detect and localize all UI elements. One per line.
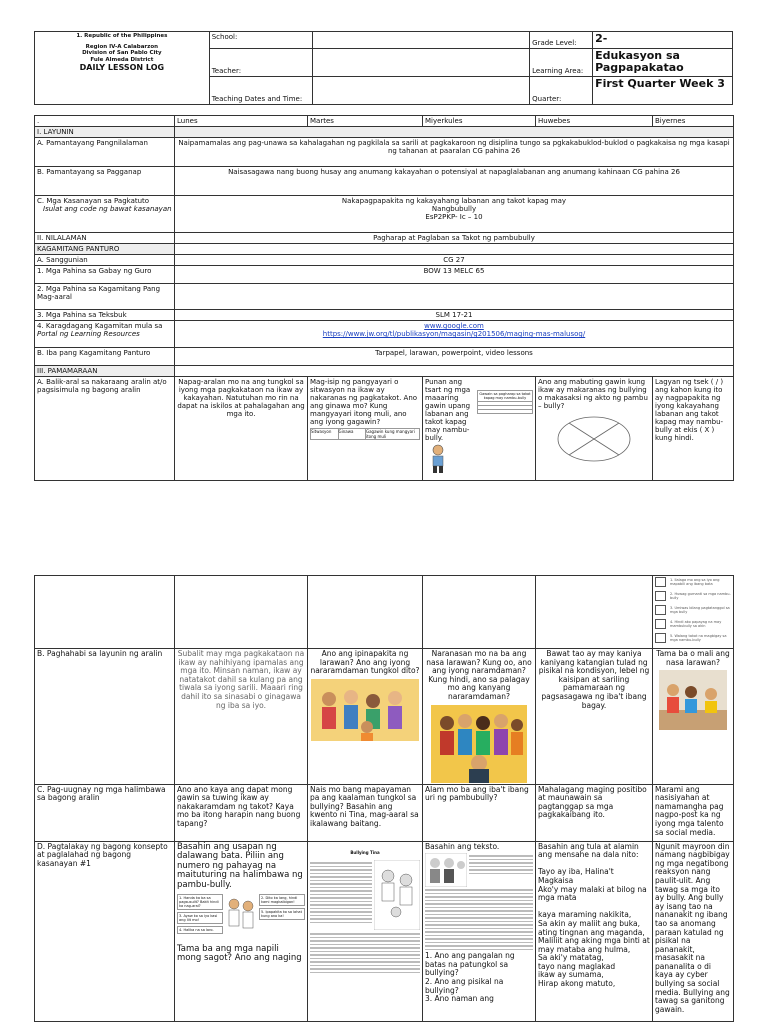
paghahabi-lunes: Subalit may mga pagkakataon na ikaw ay nahihiyang ipamalas ang mga ito. Minsan naman, ikaw ay natatakot dahil sa kulang pa ang tiwala sa iyong sarili. Maaari ring dahil ito sa sinasabi o ginagawa ng iba sa iyo.: [175, 649, 308, 785]
district-text: Fule Almeda District: [90, 56, 154, 63]
teacher-label: Teacher:: [209, 49, 312, 77]
label-pamantayang-pangnilalaman: A. Pamantayang Pangnilalaman: [35, 138, 175, 167]
paguugnay-huwebes: Mahalagang maging positibo at maunawain sa pagtanggap sa mga pagkakaibang ito.: [536, 784, 653, 841]
pagtalakay-huwebes: Basahin ang tula at alamin ang mensahe na dala nito: Tayo ay iba, Halina't Magkaisa Ako'y may malaki at bilog na mga mata kaya maraming nakikita, Sa akin ay maliit ang buka, ating tingnan ang maganda, Maliliit ang aking mga binti at may mataba ang hulma, Sa aki'y matatag, tayo nang maglakad ikaw ay sumama, Hirap akong matuto,: [536, 841, 653, 1021]
area-value: Edukasyon sa Pagpapakatao: [593, 49, 733, 77]
paguugnay-miyerkules: Alam mo ba ang iba't ibang uri ng pambubully?: [423, 784, 536, 841]
label-paguugnay: C. Pag-uugnay ng mga halimbawa sa bagong aralin: [35, 784, 175, 841]
pagtalakay-lunes: [175, 841, 308, 1021]
situation-col-2: Ginawa: [339, 429, 367, 439]
day-lunes: Lunes: [175, 116, 308, 127]
label-pamantayan-pagganap: B. Pamantayang sa Pagganap: [35, 167, 175, 196]
paguugnay-martes: Nais mo bang mapayaman pa ang kaalaman tungkol sa bullying? Basahin ang kwento ni Tina, mag-aaral sa ikalawang baitang.: [308, 784, 423, 841]
text-pamantayang-pangnilalaman: Naipamamalas ang pag-unawa sa kahalagahan ng pagkilala sa sarili at pagkakaroon ng disiplina tungo sa pgkakabuklod-buklod o pagkakaisa ng mga kasapi ng tahanan at paaralan CG pahina 26: [175, 138, 734, 167]
lesson-table-top: [34, 115, 734, 481]
dialogue-illustration: [177, 894, 305, 942]
label-gabay: 1. Mga Pahina sa Gabay ng Guro: [35, 266, 175, 284]
bubble-2: 2. Dito ka lang, hindi kami magkaibigan!: [259, 894, 305, 906]
checklist-text-2: 2. Huwag gumanti sa mga nambu-bully: [670, 592, 731, 600]
days-row: [35, 116, 734, 127]
children-group-image: [311, 679, 419, 741]
quarter-value: First Quarter Week 3: [593, 77, 733, 105]
child-figure-icon: [428, 444, 448, 474]
label-teksbuk: 3. Mga Pahina sa Teksbuk: [35, 310, 175, 321]
paghahabi-biyernes-text: Tama ba o mali ang nasa larawan?: [656, 649, 730, 667]
chart-caption: Gawain sa pagharap sa takot kapag may nambu-bully: [477, 390, 533, 402]
dates-field[interactable]: [312, 77, 530, 105]
label-kagamitang-pang: 2. Mga Pahina sa Kagamitang Pang Mag-aaral: [35, 284, 175, 310]
text-pamantayan-pagganap: Naisasagawa nang buong husay ang anumang kakayahan o potensiyal at napaglalabanan ang anumang kahinaan CG pahina 26: [175, 167, 734, 196]
continued-label: [35, 576, 175, 649]
text-nilalaman: Pagharap at Paglaban sa Takot ng pambubully: [175, 233, 734, 244]
story-text-lines-bottom: [310, 933, 420, 973]
header-table: [34, 31, 733, 105]
paghahabi-martes-text: Ano ang ipinapakita ng larawan? Ano ang iyong nararamdaman tungkol dito?: [310, 649, 420, 676]
teacher-field[interactable]: [312, 49, 530, 77]
text-kasanayan: [175, 196, 734, 233]
text-sanggunian: CG 27: [175, 255, 734, 266]
checklist-text-1: 1. Ilalaga mo ang sa iyo ang mapabili ang ibang bata: [670, 578, 720, 586]
day-miyerkules: Miyerkules: [423, 116, 536, 127]
text-kagamitang-pang: [175, 284, 734, 310]
label-sanggunian: A. Sanggunian: [35, 255, 175, 266]
balik-aral-biyernes: Lagyan ng tsek ( / ) ang kahon kung ito ay nagpapakita ng iyong kakayahang labanan ang takot kapag may nambu-bully at ekis ( X ) kung hindi.: [653, 377, 734, 481]
checklist-item-2[interactable]: [655, 591, 731, 601]
pagtalakay-miyerkules-bottom: 1. Ano ang pangalan ng batas na patungkol sa bullying? 2. Ano ang pisikal na bullying? 3. Ano naman ang: [425, 951, 515, 1004]
paghahabi-miyerkules: [423, 649, 536, 785]
region-block: [35, 32, 210, 105]
top-dot: .: [35, 116, 175, 127]
balik-aral-miyerkules-text: Punan ang tsart ng mga maaaring gawin upang labanan ang takot kapag may nambu-bully.: [425, 378, 471, 442]
bullying-scene-image: [431, 705, 527, 783]
situation-table: [310, 428, 420, 440]
kasanayan-line2: Nangbubully: [431, 205, 477, 213]
paghahabi-martes: [308, 649, 423, 785]
label-pagtalakay: D. Pagtalakay ng bagong konsepto at paglalahad ng bagong kasanayan #1: [35, 841, 175, 1021]
text-block: [425, 853, 533, 887]
link-jw[interactable]: https://www.jw.org/tl/publikasyon/magasin/g201506/maging-mas-malusog/: [322, 330, 586, 338]
pagtalakay-martes: [308, 841, 423, 1021]
kids-sketch-icon: [425, 853, 467, 887]
checklist-text-5: 5. Walang takot na magbigay sa mga nambu-bully: [670, 634, 727, 642]
label-nilalaman: II. NILALAMAN: [35, 233, 175, 244]
region-text: Region IV-A Calabarzon: [85, 43, 159, 50]
paghahabi-biyernes: [653, 649, 734, 785]
section-layunin: I. LAYUNIN: [35, 127, 175, 138]
day-biyernes: Biyernes: [653, 116, 734, 127]
school-field[interactable]: [312, 32, 530, 49]
dates-label: Teaching Dates and Time:: [209, 77, 312, 105]
school-label: School:: [209, 32, 312, 49]
paguugnay-biyernes: Marami ang nasisiyahan at namamangha pag nagpo-post ka ng iyong mga talento sa social media.: [653, 784, 734, 841]
situation-col-1: Sitwasyon: [311, 429, 339, 439]
karagdagang-text: 4. Karagdagang Kagamitan mula sa: [37, 322, 163, 330]
section-pamamaraan: III. PAMAMARAAN: [35, 366, 175, 377]
situation-col-3: Gagawin kung mangyari itong muli: [366, 429, 415, 439]
checklist-item-4[interactable]: [655, 619, 731, 629]
grade-label: Grade Level:: [530, 32, 593, 49]
section-kagamitan: KAGAMITANG PANTURO: [35, 244, 175, 255]
text-lines-miy: [425, 889, 533, 950]
paghahabi-miyerkules-text: Naranasan mo na ba ang nasa larawan? Kung oo, ano ang iyong naramdaman? Kung hindi, ano sa palagay mo ang kanyang nararamdaman?: [426, 649, 532, 701]
day-martes: Martes: [308, 116, 423, 127]
text-teksbuk: SLM 17-21: [175, 310, 734, 321]
section-layunin-fill: [175, 127, 734, 138]
continued-lunes: [175, 576, 308, 649]
area-label: Learning Area:: [530, 49, 593, 77]
pagtalakay-lunes-bottom: Tama ba ang mga napili mong sagot? Ano ang naging: [177, 943, 302, 964]
story-illustration: [374, 860, 420, 930]
balik-aral-martes: [308, 377, 423, 481]
two-kids-icon: [226, 894, 256, 942]
story-page: [310, 860, 420, 930]
link-google[interactable]: www.google.com: [424, 322, 484, 330]
pagtalakay-miyerkules: [423, 841, 536, 1021]
paghahabi-huwebes: Bawat tao ay may kaniya kaniyang katangian tulad ng pisikal na kondisyon, lebel ng kaisipan at sariling pamamaraan ng pagsasagawa ng iba't ibang bagay.: [536, 649, 653, 785]
continued-huwebes: [536, 576, 653, 649]
kasanayan-line1: Nakapagpapakita ng kakayahang labanan ang takot kapag may: [341, 197, 567, 205]
links-cell: [175, 321, 734, 348]
checklist-text-4: 4. Hindi ako papayag na may mambubully sa akin: [670, 620, 722, 628]
chart-diagram: [477, 390, 533, 442]
paguugnay-lunes: Ano ano kaya ang dapat mong gawin sa tuwing ikaw ay nakakaramdam ng takot? Kaya mo ba itong harapin nang buong tapang?: [175, 784, 308, 841]
checklist-item-1[interactable]: [655, 577, 731, 587]
story-title: Bullying Tina: [350, 849, 380, 855]
kasanayan-title: C. Mga Kasanayan sa Pagkatuto: [37, 197, 150, 205]
karagdagang-italic: Portal ng Learning Resources: [37, 330, 140, 338]
label-kasanayan: [35, 196, 175, 233]
label-karagdagang: [35, 321, 175, 348]
republic-text: 1. Republic of the Philippines: [76, 33, 168, 39]
division-text: Division of San Pablo City: [82, 50, 162, 56]
text-iba-pang: Tarpapel, larawan, powerpoint, video lessons: [175, 348, 734, 366]
balik-aral-miyerkules: [423, 377, 536, 481]
pagtalakay-lunes-top: Basahin ang usapan ng dalawang bata. Piliin ang numero ng pahayag na maituturing na halimbawa ng pambu-bully.: [177, 841, 303, 890]
balik-aral-huwebes: [536, 377, 653, 481]
day-huwebes: Huwebes: [536, 116, 653, 127]
label-balik-aral: A. Balik-aral sa nakaraang aralin at/o pagsisimula ng bagong aralin: [35, 377, 175, 481]
bubble-4: 4. Halika na sa laro.: [177, 926, 223, 934]
balik-aral-huwebes-text: Ano ang mabuting gawin kung ikaw ay makaranas ng bullying o makasaksi ng akto ng pambu – bully?: [538, 378, 648, 410]
checklist-item-3[interactable]: [655, 605, 731, 615]
bubble-1: 1. Handa ka ba sa pagsusulit? Bakit hindi ka nag-aral?: [177, 894, 223, 910]
circle-diagram-icon: [554, 414, 634, 464]
text-gabay: BOW 13 MELC 65: [175, 266, 734, 284]
label-iba-pang: B. Iba pang Kagamitang Panturo: [35, 348, 175, 366]
continued-miyerkules: [423, 576, 536, 649]
pagtalakay-miyerkules-top: Basahin ang teksto.: [425, 841, 500, 851]
continued-martes: [308, 576, 423, 649]
balik-aral-lunes: Napag-aralan mo na ang tungkol sa iyong mga pagkakataon na ikaw ay kakayahan. Natutuhan mo rin na dapat na iskilos at pahalagahan ang mga ito.: [175, 377, 308, 481]
classroom-bully-image: [659, 670, 727, 730]
kasanayan-line3: EsP2PKP- Ic – 10: [425, 213, 483, 221]
checklist-item-5[interactable]: [655, 633, 731, 643]
story-text-lines: [310, 860, 372, 930]
kasanayan-note: Isulat ang code ng bawat kasanayan: [43, 205, 172, 213]
quarter-label: Quarter:: [530, 77, 593, 105]
label-paghahabi: B. Paghahabi sa layunin ng aralin: [35, 649, 175, 785]
bubble-5: 5. Ipapakita ko sa lahat kung ano ka!: [259, 908, 305, 920]
balik-aral-martes-text: Mag-isip ng pangyayari o sitwasyon na ikaw ay nakaranas ng pagkatakot. Ano ang ginawa mo? Kung mangyayari itong muli, ano ang iyong gagawin?: [310, 378, 418, 426]
checklist-text-3: 3. Umiwas bilang pagtatanggol sa mga bully: [670, 606, 730, 614]
lesson-table-bottom: [34, 575, 734, 1022]
checklist-cell: [653, 576, 734, 649]
pagtalakay-biyernes: Ngunit mayroon din namang nagbibigay ng mga negatibong reaksyon nang paulit-ulit. Ang tawag sa mga ito ay bully. Ang bully ay isang tao na nananakit ng ibang tao sa anomang paraan katulad ng pisikal na pananakit, masasakit na pananalita o di kaya ay cyber bullying sa social media. Bullying ang tawag sa ganitong gawain.: [653, 841, 734, 1021]
log-title: DAILY LESSON LOG: [79, 63, 165, 72]
section-pamamaraan-fill: [175, 366, 734, 377]
grade-value: 2-: [593, 32, 733, 49]
bubble-3: 3. Ayaw ko sa iyo kasi ang liit mo!: [177, 912, 223, 924]
section-kagamitan-fill: [175, 244, 734, 255]
